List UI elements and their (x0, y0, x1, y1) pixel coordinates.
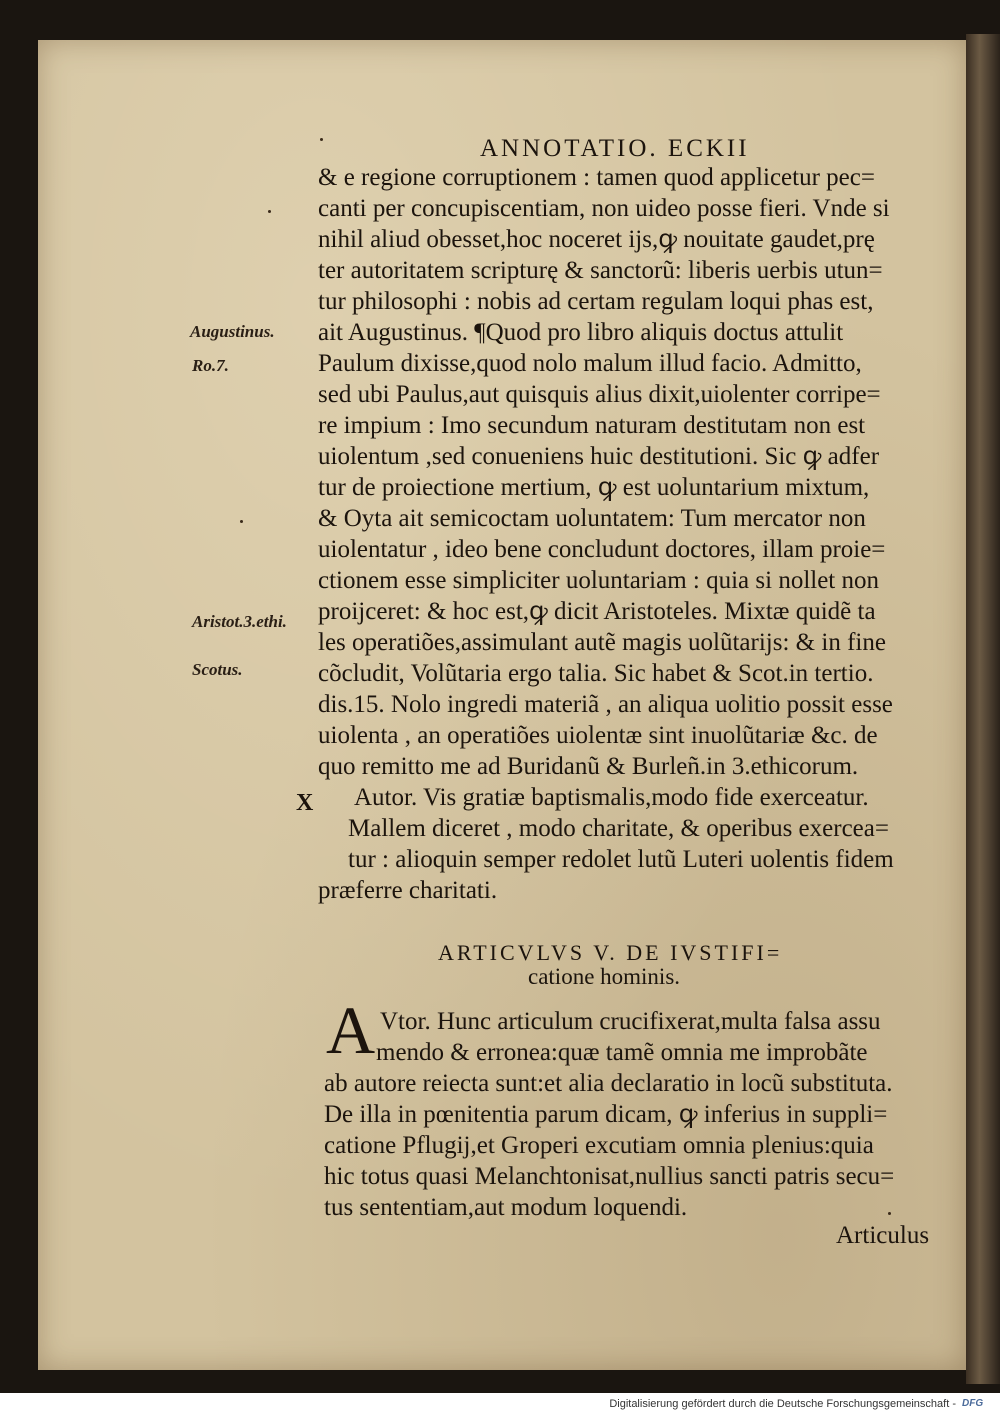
text-line: & e regione corruptionem : tamen quod applicetur pec= (318, 164, 875, 191)
margin-note-scotus: Scotus. (192, 660, 243, 679)
text-line: præferre charitati. (318, 877, 498, 904)
text-line: cõcludit, Volũtaria ergo talia. Sic habet & Scot.in tertio. (318, 660, 874, 687)
book-gutter (966, 34, 1000, 1384)
text-line: nihil aliud obesset,hoc noceret ijs,ꝙ nouitate gaudet,prę (318, 226, 875, 253)
text-line: hic totus quasi Melanchtonisat,nullius sancti patris secu= (324, 1163, 895, 1190)
section-subheading: catione hominis. (528, 964, 681, 989)
text-line: les operatiões,assimulant autẽ magis uolũtarijs: & in fine (318, 629, 886, 656)
text-line: dis.15. Nolo ingredi materiã , an aliqua uolitio possit esse (318, 691, 893, 718)
text-line: re impium : Imo secundum naturam destitutam non est (318, 412, 866, 439)
margin-marker-x: X (296, 790, 314, 816)
footer-credit: Digitalisierung gefördert durch die Deutsche Forschungsgemeinschaft - (609, 1398, 956, 1410)
running-title: ANNOTATIO. ECKII (480, 135, 750, 162)
text-line: tur philosophi : nobis ad certam regulam loqui phas est, (318, 288, 874, 315)
text-line: Vtor. Hunc articulum crucifixerat,multa falsa assu (380, 1008, 881, 1035)
text-line: uiolentum ,sed conueniens huic destitutioni. Sic ꝙ adfer (318, 443, 880, 470)
text-line: tur de proiectione mertium, ꝙ est uoluntarium mixtum, (318, 474, 870, 501)
margin-note-augustinus: Augustinus. (190, 322, 275, 341)
dfg-logo-icon: DFG (962, 1398, 984, 1409)
text-line: ab autore reiecta sunt:et alia declaratio in locũ substituta. (324, 1070, 893, 1097)
text-line: Paulum dixisse,quod nolo malum illud facio. Admitto, (318, 350, 862, 377)
text-line-indented: Mallem diceret , modo charitate, & operibus exercea= (348, 815, 889, 842)
text-line: uiolenta , an operatiões uiolentæ sint inuolũtariæ &c. de (318, 722, 878, 749)
text-line: ait Augustinus. ¶Quod pro libro aliquis doctus attulit (318, 319, 844, 346)
text-line: sed ubi Paulus,aut quisquis alius dixit,uiolenter corripe= (318, 381, 881, 408)
text-line: uiolentatur , ideo bene concludunt doctores, illam proie= (318, 536, 886, 563)
text-line: De illa in pœnitentia parum dicam, ꝙ inferius in suppli= (324, 1101, 888, 1128)
text-line: tus sententiam,aut modum loquendi. (324, 1194, 688, 1221)
main-text-block (318, 162, 950, 906)
section-heading: ARTICVLVS V. DE IVSTIFI= (438, 940, 783, 965)
text-line: ter autoritatem scripturę & sanctorũ: liberis uerbis utun= (318, 257, 883, 284)
text-line: mendo & erronea:quæ tamẽ omnia me improbãte (376, 1039, 868, 1066)
text-line: ctionem esse simpliciter uoluntariam : quia si nollet non (318, 567, 879, 594)
text-line-indented: Autor. Vis gratiæ baptismalis,modo fide exerceatur. (354, 784, 869, 811)
drop-cap-initial: A (326, 992, 376, 1068)
text-line: proijceret: & hoc est,ꝙ dicit Aristoteles. Mixtæ quidẽ ta (318, 598, 876, 625)
margin-note-romans: Ro.7. (192, 356, 229, 375)
text-line: & Oyta ait semicoctam uoluntatem: Tum mercator non (318, 505, 866, 532)
text-line-indented: tur : alioquin semper redolet lutũ Luteri uolentis fidem (348, 846, 894, 873)
margin-note-aristotle: Aristot.3.ethi. (192, 612, 287, 631)
catchword: Articulus (836, 1222, 930, 1249)
text-line: canti per concupiscentiam, non uideo posse fieri. Vnde si (318, 195, 890, 222)
section-text-block (324, 1006, 954, 1223)
text-line: quo remitto me ad Buridanũ & Burleñ.in 3.ethicorum. (318, 753, 859, 780)
text-line: catione Pflugij,et Groperi excutiam omnia plenius:quia (324, 1132, 874, 1159)
